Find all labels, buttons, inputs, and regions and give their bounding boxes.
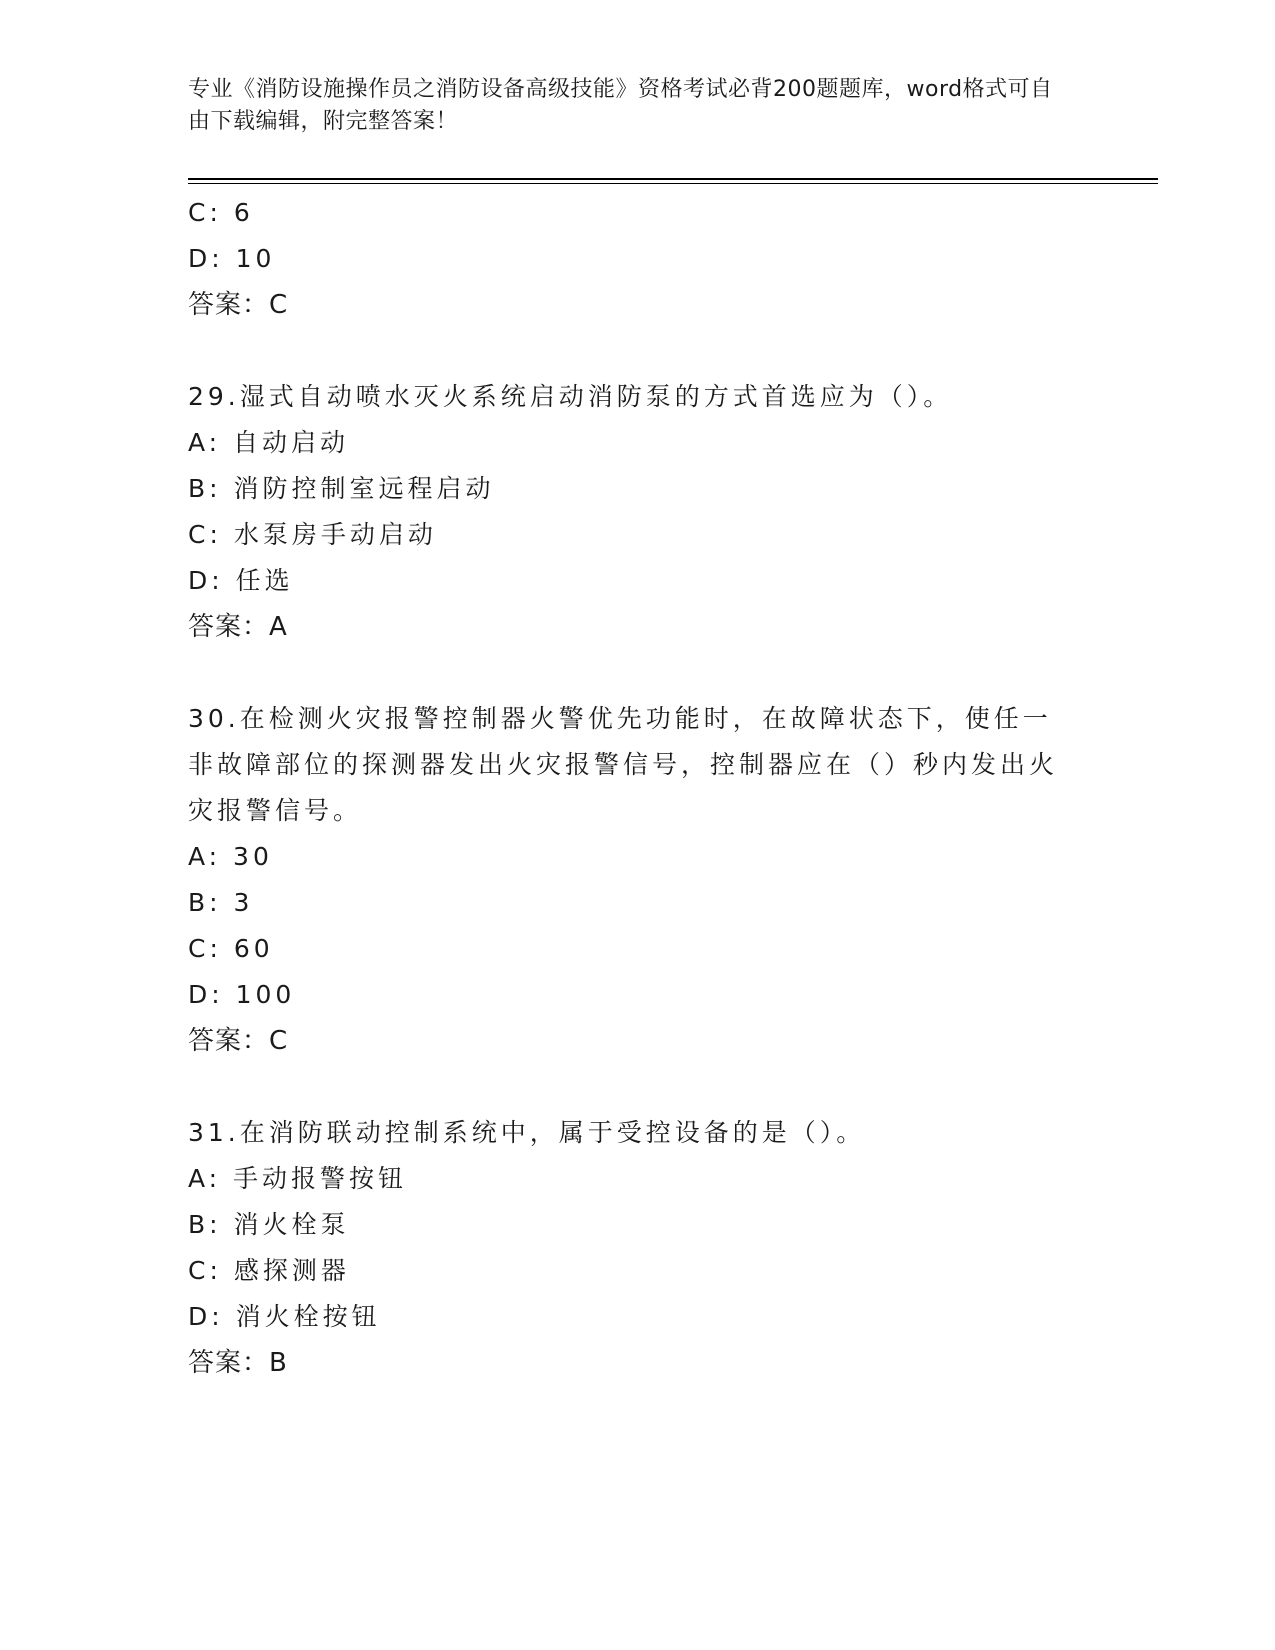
option-c: C: 60: [188, 934, 274, 963]
answer-line: 答案：C: [188, 290, 289, 320]
option-d: D: 100: [188, 980, 296, 1009]
option-c: C: 水泵房手动启动: [188, 520, 437, 549]
option-a: A: 自动启动: [188, 428, 350, 457]
question-list: [188, 190, 1088, 1386]
question-text: 29.湿式自动喷水灭火系统启动消防泵的方式首选应为（）。: [188, 382, 953, 411]
option-c: C: 感探测器: [188, 1256, 350, 1285]
answer-line: 答案：B: [188, 1348, 288, 1378]
option-a: A: 手动报警按钮: [188, 1164, 408, 1193]
question-text: 31.在消防联动控制系统中，属于受控设备的是（）。: [188, 1118, 866, 1147]
document-header: 专业《消防设施操作员之消防设备高级技能》资格考试必背200题题库，word格式可自由下载编辑，附完整答案！: [188, 77, 1053, 134]
question-31: [188, 1110, 1088, 1386]
option-d: D: 任选: [188, 566, 294, 595]
header-rule-thin: [188, 183, 1158, 184]
answer-line: 答案：A: [188, 612, 288, 642]
question-text: 30.在检测火灾报警控制器火警优先功能时，在故障状态下，使任一非故障部位的探测器发出火灾报警信号，控制器应在（）秒内发出火灾报警信号。: [188, 704, 1059, 825]
option-d: D: 10: [188, 244, 276, 273]
option-b: B: 消火栓泵: [188, 1210, 350, 1239]
option-c: C: 6: [188, 198, 254, 227]
question-29: [188, 374, 1088, 650]
option-a: A: 30: [188, 842, 273, 871]
carryover-block: [188, 190, 1088, 328]
option-b: B: 3: [188, 888, 254, 917]
answer-line: 答案：C: [188, 1026, 289, 1056]
header-rule-thick: [188, 178, 1158, 180]
option-d: D: 消火栓按钮: [188, 1302, 381, 1331]
question-30: [188, 696, 1088, 1064]
option-b: B: 消防控制室远程启动: [188, 474, 495, 503]
